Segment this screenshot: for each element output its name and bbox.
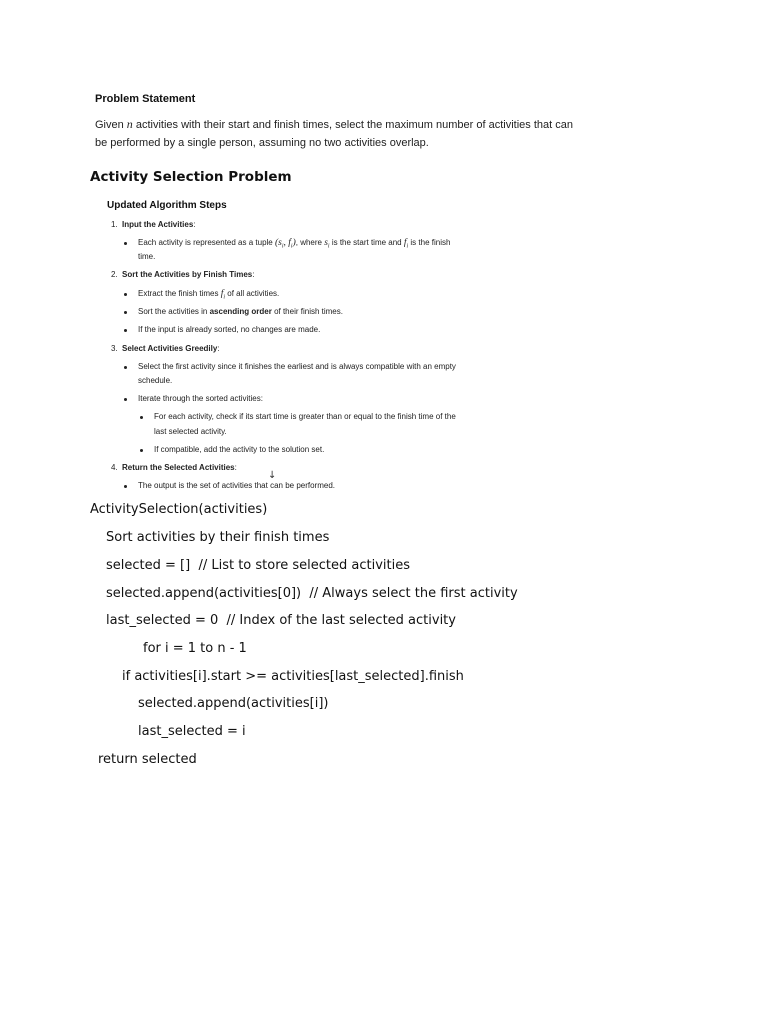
step-3-sub-bullet-2: If compatible, add the activity to the solution set. xyxy=(154,445,325,454)
code-line-3: selected = [] // List to store selected activities xyxy=(106,558,411,573)
code-line-7: if activities[i].start >= activities[last_selected].finish xyxy=(122,669,464,684)
step-2-bullet-1: Extract the finish times $f_i$ of all activities. xyxy=(138,289,280,301)
code-line-6: for i = 1 to n - 1 xyxy=(143,641,247,656)
step-1-bullet-1-cont: time. xyxy=(138,252,156,261)
code-line-2: Sort activities by their finish times xyxy=(106,530,330,545)
problem-statement-title: Problem Statement xyxy=(95,93,196,105)
code-line-9: last_selected = i xyxy=(138,724,246,739)
step-2-bullet-3: If the input is already sorted, no changes are made. xyxy=(138,325,321,334)
step-3-bullet-1: Select the first activity since it finishes the earliest and is always compatible with an empty xyxy=(138,362,456,371)
step-3-sub-bullet-1-cont: last selected activity. xyxy=(154,427,227,436)
step-2: 2. Sort the Activities by Finish Times: xyxy=(111,270,255,279)
step-4-bullet-1: The output is the set of activities that can be performed. xyxy=(138,481,335,490)
code-line-4: selected.append(activities[0]) // Always select the first activity xyxy=(106,586,518,601)
code-line-10: return selected xyxy=(98,752,197,767)
page-title: Activity Selection Problem xyxy=(90,169,292,185)
scroll-down-arrow-icon: ↓ xyxy=(268,470,277,481)
algorithm-steps-title: Updated Algorithm Steps xyxy=(107,200,227,211)
step-4: 4. Return the Selected Activities: xyxy=(111,463,237,472)
code-line-8: selected.append(activities[i]) xyxy=(138,696,329,711)
step-1: 1. Input the Activities: xyxy=(111,220,196,229)
step-1-bullet-1: Each activity is represented as a tuple ($s_i$, $f_i$), where $s_i$ is the start time and $f_i$ is the finish xyxy=(138,238,451,250)
step-3-bullet-2: Iterate through the sorted activities: xyxy=(138,394,263,403)
step-3-bullet-1-cont: schedule. xyxy=(138,376,173,385)
problem-statement-line-1: Given n activities with their start and finish times, select the maximum number of activities that can xyxy=(95,117,573,131)
problem-statement-line-2: be performed by a single person, assuming no two activities overlap. xyxy=(95,137,429,149)
code-line-5: last_selected = 0 // Index of the last selected activity xyxy=(106,613,456,628)
step-2-bullet-2: Sort the activities in ascending order of their finish times. xyxy=(138,307,343,316)
step-3-sub-bullet-1: For each activity, check if its start time is greater than or equal to the finish time of the xyxy=(154,412,456,421)
code-line-1: ActivitySelection(activities) xyxy=(90,502,268,517)
step-3: 3. Select Activities Greedily: xyxy=(111,344,220,353)
